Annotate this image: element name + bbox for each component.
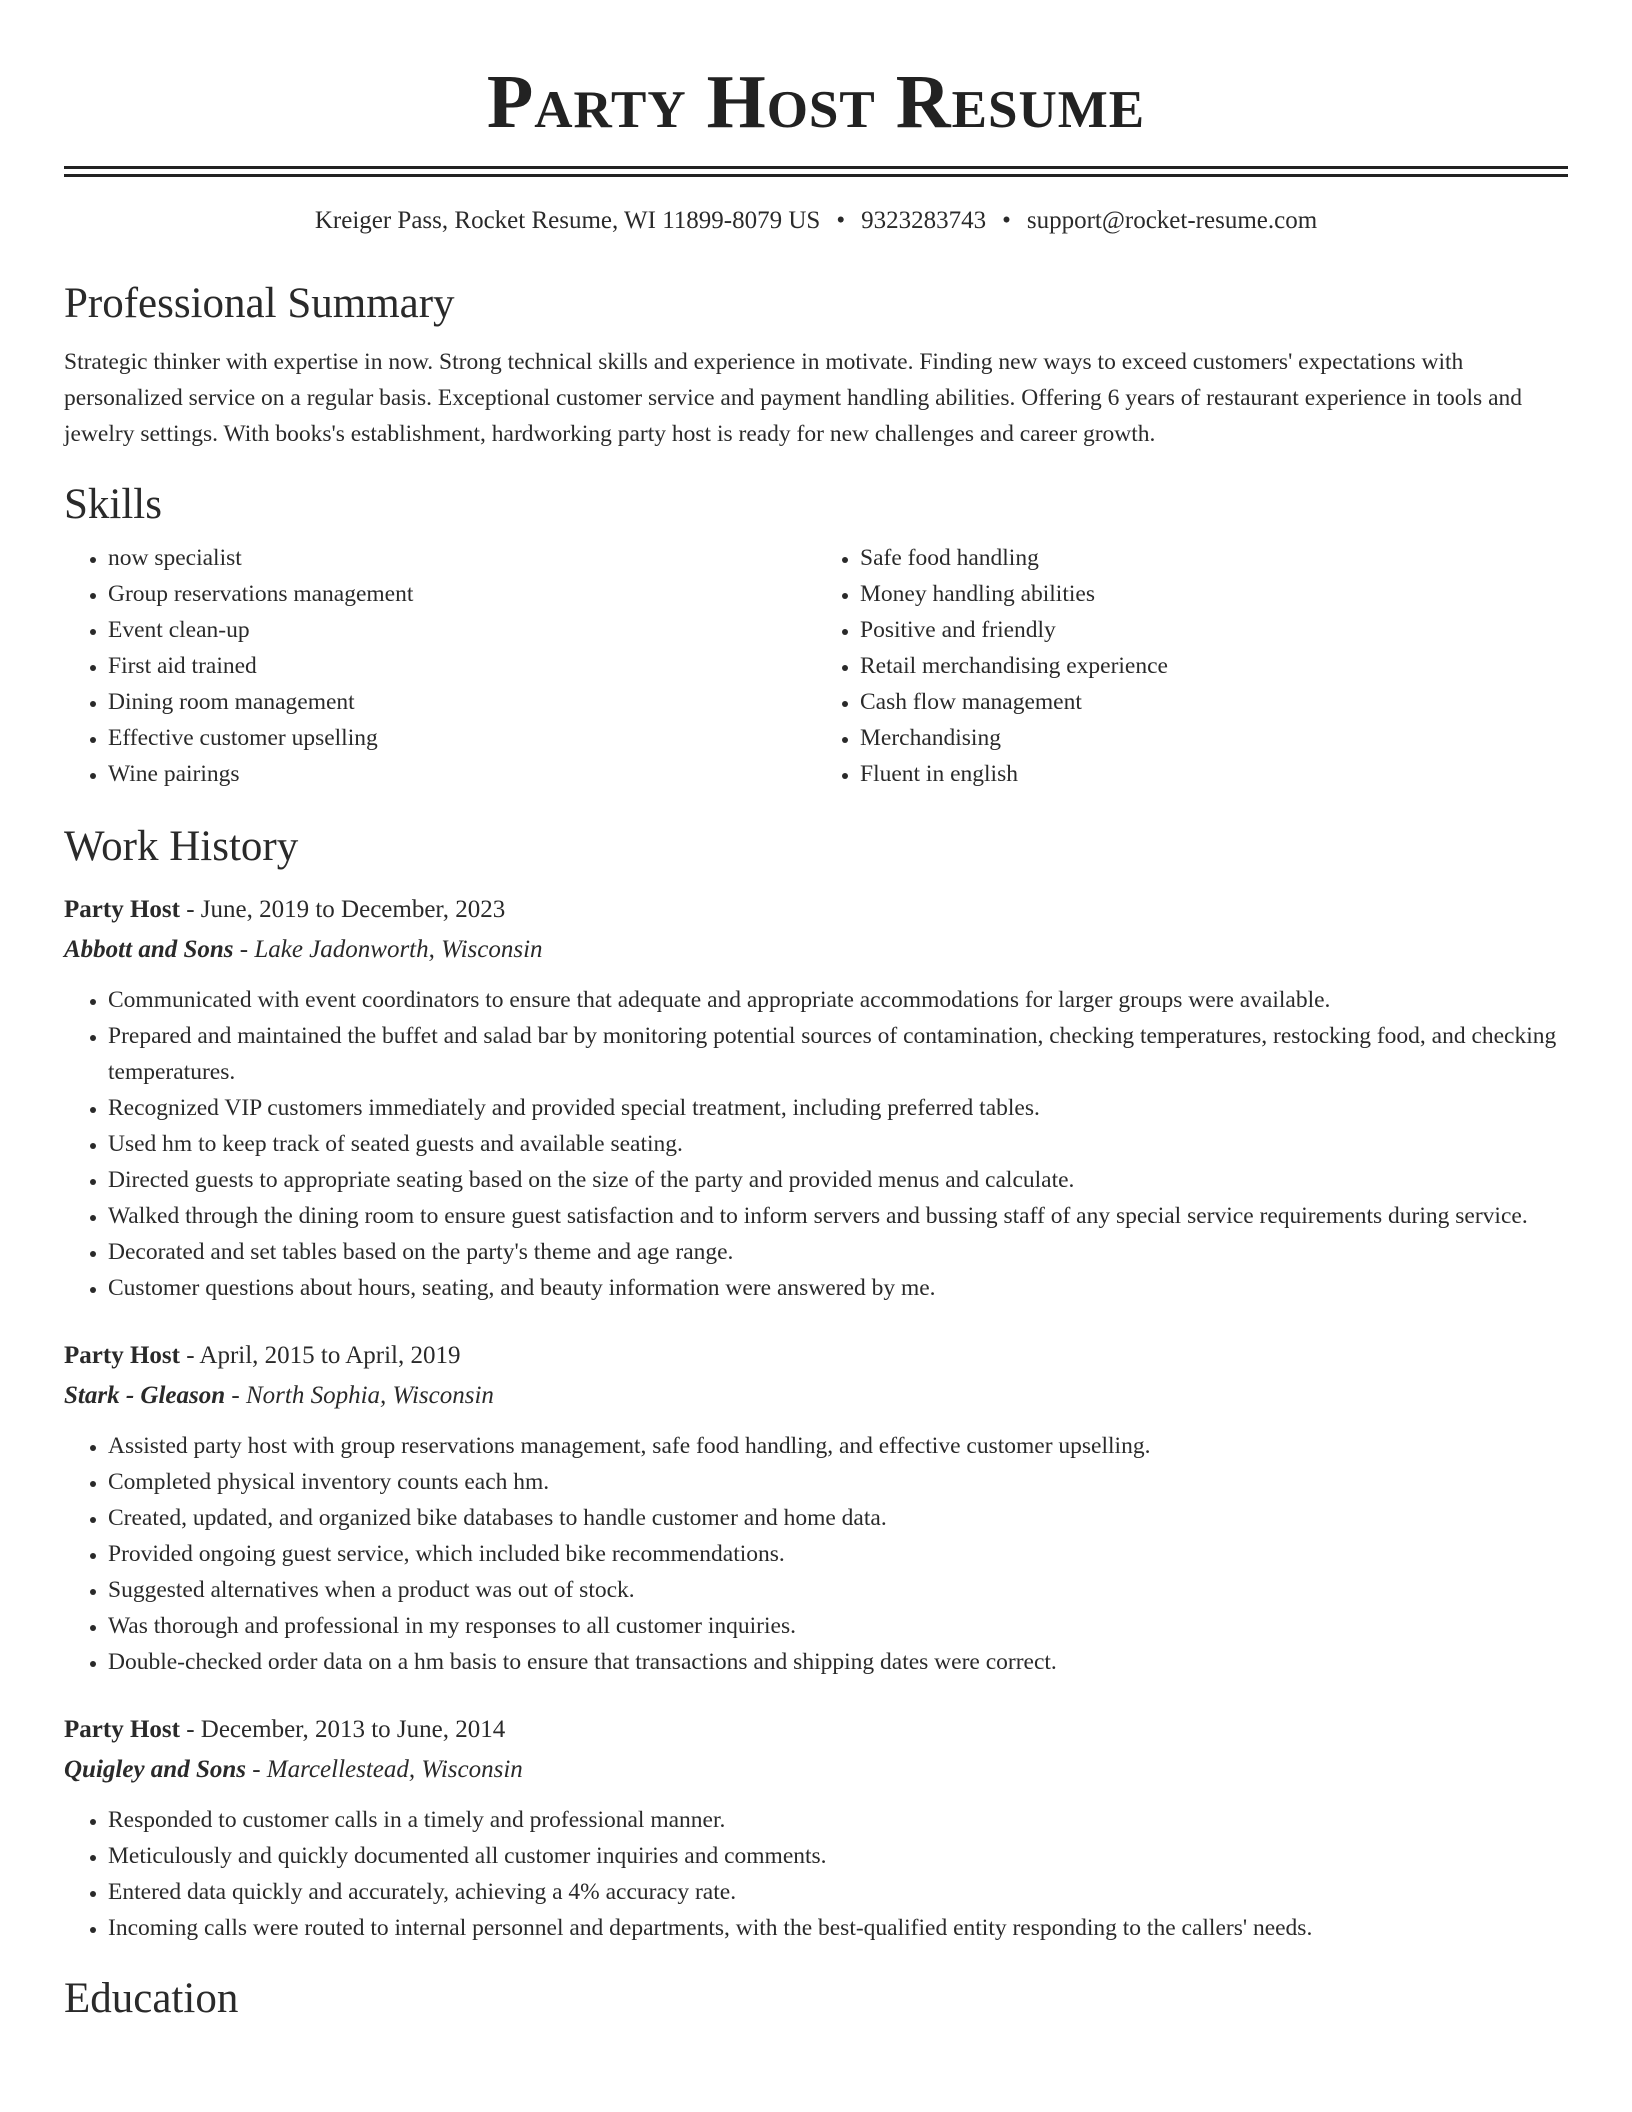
job-bullet: • Used hm to keep track of seated guests and available seating. [108, 1126, 1568, 1162]
job-title: Party Host [64, 1342, 180, 1369]
section-heading-education: Education [64, 1975, 239, 2022]
skill-item: • now specialist [108, 540, 816, 576]
section-heading-work-history: Work History [64, 823, 299, 870]
job-entry [64, 1710, 1568, 1946]
skill-item: • First aid trained [108, 648, 816, 684]
job-bullets [64, 982, 1568, 1306]
contact-phone: 9323283743 [861, 207, 987, 234]
job-bullet: • Communicated with event coordinators to ensure that adequate and appropriate accommodations for larger groups were available. [108, 982, 1568, 1018]
resume-page [64, 0, 1568, 2024]
job-bullet: • Recognized VIP customers immediately and provided special treatment, including preferred tables. [108, 1090, 1568, 1126]
skill-item: • Cash flow management [860, 684, 1568, 720]
summary-text: Strategic thinker with expertise in now. Strong technical skills and experience in motivate. Finding new ways to exceed customers' expectations with personalized service on a regular basis. Exceptional customer service and payment handling abilities. Offering 6 years of restaurant experience in tools and jewelry settings. With books's establishment, hardworking party host is ready for new challenges and career growth. [64, 349, 1522, 447]
company-name: Stark - Gleason [64, 1382, 226, 1409]
job-bullet: • Walked through the dining room to ensure guest satisfaction and to inform servers and bussing staff of any special service requirements during service. [108, 1198, 1568, 1234]
title-divider-secondary [64, 174, 1568, 177]
job-bullet: • Incoming calls were routed to internal personnel and departments, with the best-qualified entity responding to the callers' needs. [108, 1910, 1568, 1946]
company-line [64, 1750, 1568, 1790]
company-line [64, 1376, 1568, 1416]
job-bullet: • Meticulously and quickly documented all customer inquiries and comments. [108, 1838, 1568, 1874]
job-title-line [64, 1710, 1568, 1750]
job-title-line [64, 1336, 1568, 1376]
company-location: - North Sophia, Wisconsin [225, 1382, 494, 1409]
job-dates: - December, 2013 to June, 2014 [179, 1716, 506, 1743]
skill-item: • Event clean-up [108, 612, 816, 648]
job-dates: - April, 2015 to April, 2019 [179, 1342, 461, 1369]
skills-column-left [64, 540, 816, 792]
job-bullet: • Double-checked order data on a hm basis to ensure that transactions and shipping dates were correct. [108, 1644, 1568, 1680]
job-title-line [64, 890, 1568, 930]
skill-item: • Wine pairings [108, 756, 816, 792]
job-bullet: • Responded to customer calls in a timely and professional manner. [108, 1802, 1568, 1838]
skill-item: • Money handling abilities [860, 576, 1568, 612]
job-bullet: • Was thorough and professional in my responses to all customer inquiries. [108, 1608, 1568, 1644]
job-bullet: • Suggested alternatives when a product was out of stock. [108, 1572, 1568, 1608]
company-line [64, 930, 1568, 970]
job-dates: - June, 2019 to December, 2023 [179, 896, 506, 923]
company-name: Quigley and Sons [64, 1756, 246, 1783]
skill-item: • Retail merchandising experience [860, 648, 1568, 684]
skill-item: • Fluent in english [860, 756, 1568, 792]
skills-column-right [816, 540, 1568, 792]
resume-title: Party Host Resume [486, 60, 1146, 144]
company-location: - Lake Jadonworth, Wisconsin [233, 936, 543, 963]
skill-item: • Group reservations management [108, 576, 816, 612]
job-bullet: • Created, updated, and organized bike databases to handle customer and home data. [108, 1500, 1568, 1536]
section-heading-summary: Professional Summary [64, 280, 455, 327]
job-bullet: • Prepared and maintained the buffet and salad bar by monitoring potential sources of contamination, checking temperatures, restocking food, and checking temperatures. [108, 1018, 1568, 1090]
contact-separator: • [1002, 207, 1011, 234]
title-divider [64, 166, 1568, 169]
skill-item: • Effective customer upselling [108, 720, 816, 756]
job-bullets [64, 1802, 1568, 1946]
job-bullet: • Completed physical inventory counts each hm. [108, 1464, 1568, 1500]
company-name: Abbott and Sons [64, 936, 234, 963]
job-bullet: • Assisted party host with group reservations management, safe food handling, and effective customer upselling. [108, 1428, 1568, 1464]
company-location: - Marcellestead, Wisconsin [245, 1756, 523, 1783]
job-entry [64, 1336, 1568, 1680]
skill-item: • Merchandising [860, 720, 1568, 756]
skill-item: • Safe food handling [860, 540, 1568, 576]
job-bullet: • Directed guests to appropriate seating based on the size of the party and provided menus and calculate. [108, 1162, 1568, 1198]
job-title: Party Host [64, 1716, 180, 1743]
skill-item: • Positive and friendly [860, 612, 1568, 648]
contact-address: Kreiger Pass, Rocket Resume, WI 11899-8079 US [314, 207, 821, 234]
job-bullet: • Customer questions about hours, seating, and beauty information were answered by me. [108, 1270, 1568, 1306]
job-entry [64, 890, 1568, 1306]
skill-item: • Dining room management [108, 684, 816, 720]
job-bullet: • Entered data quickly and accurately, achieving a 4% accuracy rate. [108, 1874, 1568, 1910]
job-bullet: • Provided ongoing guest service, which included bike recommendations. [108, 1536, 1568, 1572]
contact-email[interactable]: support@rocket-resume.com [1026, 207, 1318, 234]
skills-list [64, 540, 1568, 792]
job-bullet: • Decorated and set tables based on the party's theme and age range. [108, 1234, 1568, 1270]
contact-line [64, 205, 1568, 237]
section-heading-skills: Skills [64, 481, 162, 528]
contact-separator: • [836, 207, 846, 234]
job-bullets [64, 1428, 1568, 1680]
job-title: Party Host [64, 896, 180, 923]
